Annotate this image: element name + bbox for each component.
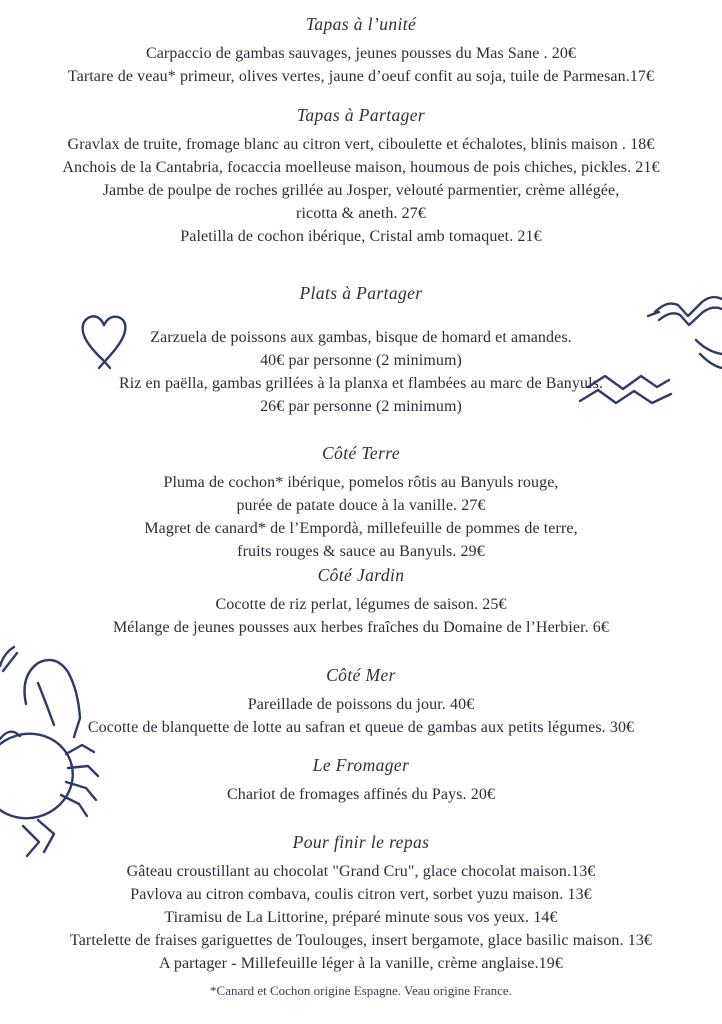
menu-line: Gravlax de truite, fromage blanc au citron vert, ciboulette et échalotes, blinis maison . 18€ [67,136,655,153]
section-tapas-a-partager [0,105,722,248]
section-title: Côté Jardin [317,565,405,585]
menu-line: Tiramisu de La Littorine, préparé minute sous vos yeux. 14€ [164,909,558,926]
footer-note: *Canard et Cochon origine Espagne. Veau origine France. [210,983,512,998]
section-title: Tapas à l’unité [305,14,417,34]
section-tapas-a-lunite [0,14,722,88]
section-plats-a-partager [0,283,722,418]
menu-line: Pavlova au citron combava, coulis citron vert, sorbet yuzu maison. 13€ [130,886,592,903]
section-title: Le Fromager [312,755,410,775]
menu-line: Cocotte de riz perlat, légumes de saison. 25€ [215,596,507,613]
menu-line: 26€ par personne (2 minimum) [260,398,462,415]
section-cote-terre [0,443,722,563]
menu-line: A partager - Millefeuille léger à la vanille, crème anglaise.19€ [158,955,563,972]
section-cote-jardin [0,565,722,639]
menu-line: ricotta & aneth. 27€ [296,205,426,222]
menu-line: Pluma de cochon* ibérique, pomelos rôtis au Banyuls rouge, [163,474,559,491]
section-pour-finir-le-repas [0,832,722,975]
menu-line: Anchois de la Cantabria, focaccia moelleuse maison, houmous de pois chiches, pickles. 21€ [62,159,660,176]
menu-line: Magret de canard* de l’Empordà, millefeuille de pommes de terre, [144,520,578,537]
menu-line: purée de patate douce à la vanille. 27€ [236,497,486,514]
menu-line: Riz en paëlla, gambas grillées à la planxa et flambées au marc de Banyuls. [118,375,604,392]
menu-line: 40€ par personne (2 minimum) [260,352,462,369]
menu-line: Chariot de fromages affinés du Pays. 20€ [226,786,496,803]
menu-line: Paletilla de cochon ibérique, Cristal amb tomaquet. 21€ [180,228,542,245]
section-cote-mer [0,665,722,739]
menu-line: Gâteau croustillant au chocolat "Grand Cru", glace chocolat maison.13€ [126,863,596,880]
menu-line: Tartare de veau* primeur, olives vertes, jaune d’oeuf confit au soja, tuile de Parmesan.17€ [67,68,655,85]
section-title: Côté Mer [326,665,396,685]
menu-line: fruits rouges & sauce au Banyuls. 29€ [237,543,485,560]
menu-line: Carpaccio de gambas sauvages, jeunes pousses du Mas Sane . 20€ [145,45,577,62]
menu-line: Tartelette de fraises gariguettes de Toulouges, insert bergamote, glace basilic maison. 13€ [69,932,653,949]
section-title: Plats à Partager [299,283,423,303]
section-title: Tapas à Partager [296,105,426,125]
menu-line: Mélange de jeunes pousses aux herbes fraîches du Domaine de l’Herbier. 6€ [112,619,610,636]
menu-line: Pareillade de poissons du jour. 40€ [247,696,475,713]
menu-line: Cocotte de blanquette de lotte au safran et queue de gambas aux petits légumes. 30€ [87,719,635,736]
section-title: Côté Terre [321,443,401,463]
menu-line: Zarzuela de poissons aux gambas, bisque de homard et amandes. [150,329,572,346]
section-le-fromager [0,755,722,806]
section-title: Pour finir le repas [292,832,430,852]
menu-line: Jambe de poulpe de roches grillée au Josper, velouté parmentier, crème allégée, [102,182,620,199]
